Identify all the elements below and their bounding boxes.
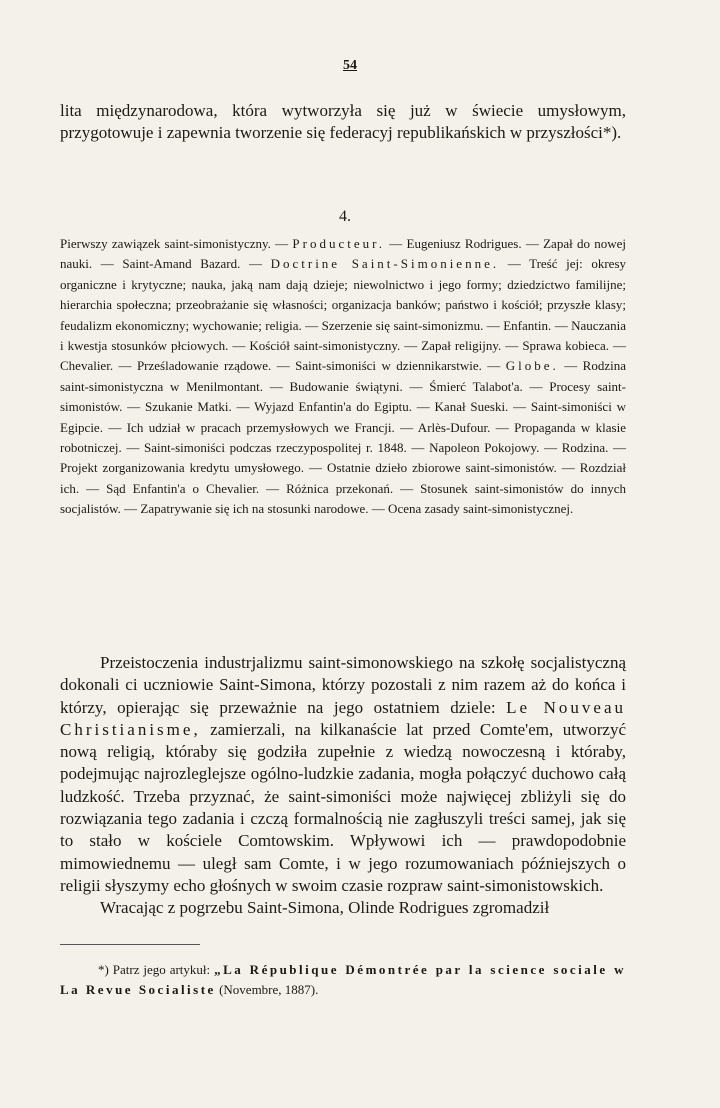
summary-producteur: Producteur. xyxy=(292,236,385,251)
page-number: 54 xyxy=(343,58,357,73)
main-p1-part2: zamierzali, na kilkanaście lat przed Comte'em, utworzyć nową religią, któraby się godziła zupełnie z wiedzą nowoczesną i któraby, podejmując najrozleglejsze ogólno-ludzkie zadania, mogła połączyć duchowo całą ludzkość. Trzeba przyznać, że saint-simoniści może najwięcej zbliżyli się do rozwiązania tego zadania i czczą formalnością nie zagłuszyli treści samej, jak się to stało w kościele Comtowskim. Wpływowi ich — prawdopodobnie mimowiednemu — uległ sam Comte, i w jego rozumowaniach późniejszych o religii słyszymy echo głośnych w swoim czasie rozpraw saint-simonistowskich. xyxy=(60,719,626,895)
summary-part-2: — Eugeniusz Rodrigues. — Zapał do nowej nauki. — Saint-Amand Bazard. — xyxy=(60,236,626,272)
summary-part-4: — Rodzina saint-simonistyczna w Menilmontant. — Budowanie świątyni. — Śmierć Talabot'a. — Procesy saint-simonistów. — Szukanie Matki. — Wyjazd Enfantin'a do Egiptu. — Kanał Sueski. — Saint-simoniści w Egipcie. — Ich udział w pracach przemysłowych we Francji. — Arlès-Dufour. — Propaganda w klasie robotniczej. — Saint-simoniści podczas rzeczypospolitej r. 1848. — Napoleon Pokojowy. — Rodzina. — Projekt zorganizowania kredytu umysłowego. — Ostatnie dzieło zbiorowe saint-simonistów. — Rozdział ich. — Sąd Enfantin'a o Chevalier. — Różnica przekonań. — Stosunek saint-simonistów do innych socjalistów. — Zapatrywanie się ich na stosunki narodowe. — Ocena zasady saint-simonistycznej. xyxy=(60,358,626,517)
footnote-text xyxy=(60,960,626,1000)
summary-globe: Globe. xyxy=(505,358,559,374)
main-paragraph-2: Wracając z pogrzebu Saint-Simona, Olinde Rodrigues zgromadził xyxy=(100,898,550,918)
main-p1-title: Le Nouveau Christianisme, xyxy=(60,697,626,739)
summary-part-1: Pierwszy zawiązek saint-simonistyczny. — xyxy=(60,236,293,251)
intro-paragraph xyxy=(60,100,626,144)
footnote-marker: *) Patrz jego artykuł: xyxy=(98,962,215,977)
summary-text xyxy=(60,234,626,520)
footnote-title: „La République Démontrée par la science sociale w La Revue Socialiste xyxy=(60,962,626,997)
summary-doctrine: Doctrine Saint-Simonienne. xyxy=(270,256,500,272)
summary-part-3: — Treść jej: okresy organiczne i krytyczne; nauka, jaką nam dają dzieje; niewolnictwo i jego formy; dziedzictwo familijne; hierarchia społeczna; przeobrażanie się własności; organizacja banków; państwo i kościół; przyszłe klasy; feudalizm ekonomiczny; wychowanie; religia. — Szerzenie się saint-simonizmu. — Enfantin. — Nauczania i kwestja stosunków płciowych. — Kościół saint-simonistyczny. — Zapał religijny. — Sprawa kobieca. — Chevalier. — Prześladowanie rządowe. — Saint-simoniści w dziennikarstwie. — xyxy=(60,256,627,374)
main-text xyxy=(60,652,626,920)
chapter-summary xyxy=(60,234,626,520)
footnote-date: (Novembre, 1887). xyxy=(215,982,319,997)
main-p1-part1: Przeistoczenia industrjalizmu saint-simonowskiego na szkołę socjalistyczną dokonali ci uczniowie Saint-Simona, którzy pozostali z nim razem aż do końca i którzy, opierając się przeważnie na jego ostatniem dziele: xyxy=(60,653,626,717)
section-number: 4. xyxy=(339,208,351,225)
footnote xyxy=(60,960,626,1000)
main-paragraph-1 xyxy=(60,652,626,897)
footnote-divider xyxy=(60,944,200,945)
intro-text: lita międzynarodowa, która wytworzyła się już w świecie umysłowym, przygotowuje i zapewnia tworzenie się federacyj republikańskich w przyszłości*). xyxy=(60,101,626,142)
